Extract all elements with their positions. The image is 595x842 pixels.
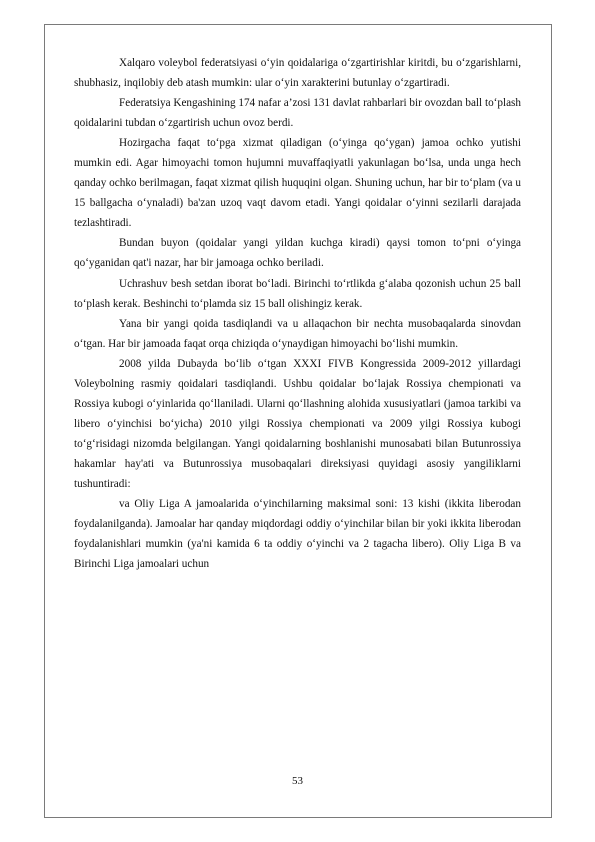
document-body xyxy=(74,53,521,574)
paragraph-1: Xalqaro voleybol federatsiyasi o‘yin qoidalariga o‘zgartirishlar kiritdi, bu o‘zgarishlarni, shubhasiz, inqilobiy deb atash mumkin: ular o‘yin xarakterini butunlay o‘zgartiradi. xyxy=(74,57,521,90)
paragraph-5: Uchrashuv besh setdan iborat bo‘ladi. Birinchi to‘rtlikda g‘alaba qozonish uchun 25 ball to‘plash kerak. Beshinchi to‘plamda siz 15 ball olishingiz kerak. xyxy=(74,277,521,310)
paragraph-2: Federatsiya Kengashining 174 nafar a’zosi 131 davlat rahbarlari bir ovozdan ball to‘plash qoidalarini tubdan o‘zgartirish uchun ovoz berdi. xyxy=(74,97,521,130)
paragraph-8: va Oliy Liga A jamoalarida o‘yinchilarning maksimal soni: 13 kishi (ikkita liberodan foydalanilganda). Jamoalar har qanday miqdordagi oddiy o‘yinchilar bilan bir yoki ikkita liberodan foydalanishlari mumkin (ya'ni kamida 6 ta oddiy o‘yinchi va 2 tagacha libero). Oliy Liga B va Birinchi Liga jamoalari uchun xyxy=(74,498,521,571)
paragraph-6: Yana bir yangi qoida tasdiqlandi va u allaqachon bir nechta musobaqalarda sinovdan o‘tgan. Har bir jamoada faqat orqa chiziqda o‘ynaydigan himoyachi bo‘lishi mumkin. xyxy=(74,317,521,350)
paragraph-3: Hozirgacha faqat to‘pga xizmat qiladigan (o‘yinga qo‘ygan) jamoa ochko yutishi mumkin edi. Agar himoyachi tomon hujumni muvaffaqiyatli yakunlagan bo‘lsa, unda unga hech qanday ochko berilmagan, faqat xizmat qilish huquqini olgan. Shuning uchun, har bir to‘plam (va u 15 ballgacha o‘ynaladi) ba'zan uzoq vaqt davom etadi. Yangi qoidalar o‘yinni sezilarli darajada tezlashtiradi. xyxy=(74,137,521,230)
paragraph-4: Bundan buyon (qoidalar yangi yildan kuchga kiradi) qaysi tomon to‘pni o‘yinga qo‘yganidan qat'i nazar, har bir jamoaga ochko beriladi. xyxy=(74,237,521,270)
page-number: 53 xyxy=(292,775,303,787)
paragraph-7: 2008 yilda Dubayda bo‘lib o‘tgan XXXI FIVB Kongressida 2009-2012 yillardagi Voleybolning rasmiy qoidalari tasdiqlandi. Ushbu qoidalar bo‘lajak Rossiya chempionati va Rossiya kubogi o‘yinlarida qo‘llaniladi. Ularni qo‘llashning alohida xususiyatlari (jamoa tarkibi va libero o‘yinchisi bo‘yicha) 2010 yilgi Rossiya chempionati va 2009 yilgi Rossiya kubogi to‘g‘risidagi nizomda belgilangan. Yangi qoidalarning boshlanishi munosabati bilan Butunrossiya hakamlar hay'ati va Butunrossiya musobaqalari direksiyasi quyidagi asosiy yangiliklarni tushuntiradi: xyxy=(74,357,521,490)
